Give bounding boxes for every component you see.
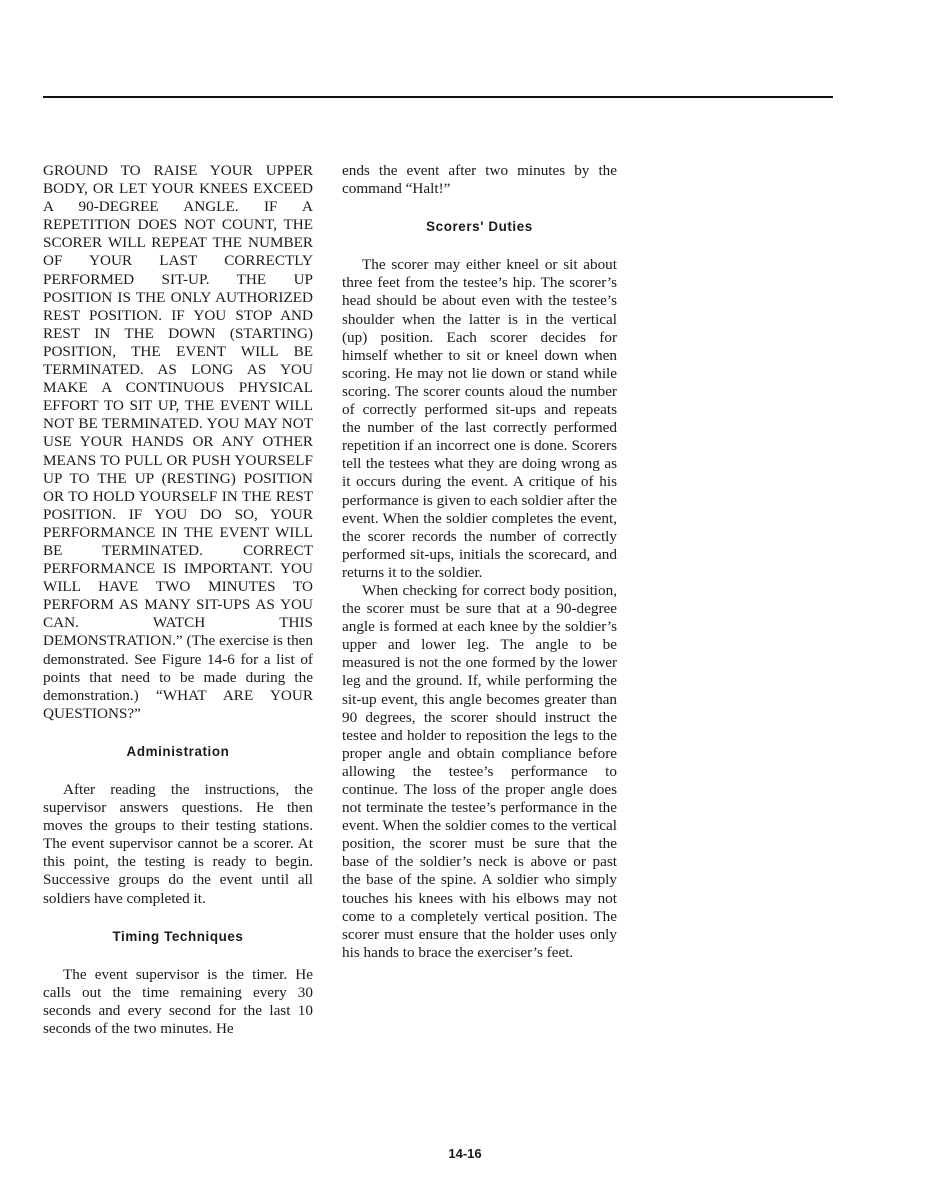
page-number: 14-16 bbox=[448, 1146, 482, 1161]
administration-heading: Administration bbox=[126, 743, 230, 759]
administration-paragraph: After reading the instructions, the supervisor answers questions. He then moves the groups to their testing stations. The event supervisor cannot be a scorer. At this point, the testing is ready to begin. Successive groups do the event until all soldiers have completed it. bbox=[43, 781, 313, 907]
timing-paragraph: The event supervisor is the timer. He calls out the time remaining every 30 seconds and every second for the last 10 seconds of the two minutes. He bbox=[43, 965, 313, 1038]
timing-heading: Timing Techniques bbox=[112, 928, 244, 944]
timing-continued: ends the event after two minutes by the command “Halt!” bbox=[342, 162, 617, 198]
scorers-duties-heading: Scorers' Duties bbox=[426, 219, 533, 235]
scorers-paragraph-1: The scorer may either kneel or sit about three feet from the testee’s hip. The scorer’s head should be about even with the testee’s shoulder when the latter is in the vertical (up) position. Each scorer decides for himself whether to sit or kneel down when scoring. He may not lie down or stand while scoring. The scorer counts aloud the number of correctly performed sit-ups and repeats the number of the last correctly performed repetition if an incorrect one is done. Scorers tell the testees what they are doing wrong as it occurs during the event. A critique of his performance is given to each soldier after the event. When the soldier completes the event, the scorer records the number of correctly performed sit-ups, initials the scorecard, and returns it to the soldier. bbox=[342, 256, 617, 581]
right-column bbox=[342, 162, 617, 962]
left-column bbox=[43, 162, 313, 1038]
header-rule bbox=[43, 96, 833, 98]
instructions-continued: GROUND TO RAISE YOUR UPPER BODY, OR LET YOUR KNEES EXCEED A 90-DEGREE ANGLE. IF A REPETITION DOES NOT COUNT, THE SCORER WILL REPEAT THE NUMBER OF YOUR LAST CORRECTLY PERFORMED SIT-UP. THE UP POSITION IS THE ONLY AUTHORIZED REST POSITION. IF YOU STOP AND REST IN THE DOWN (STARTING) POSITION, THE EVENT WILL BE TERMINATED. AS LONG AS YOU MAKE A CONTINUOUS PHYSICAL EFFORT TO SIT UP, THE EVENT WILL NOT BE TERMINATED. YOU MAY NOT USE YOUR HANDS OR ANY OTHER MEANS TO PULL OR PUSH YOURSELF UP TO THE UP (RESTING) POSITION OR TO HOLD YOURSELF IN THE REST POSITION. IF YOU DO SO, YOUR PERFORMANCE IN THE EVENT WILL BE TERMINATED. CORRECT PERFORMANCE IS IMPORTANT. YOU WILL HAVE TWO MINUTES TO PERFORM AS MANY SIT-UPS AS YOU CAN. WATCH THIS DEMONSTRATION.” (The exercise is then demonstrated. See Figure 14-6 for a list of points that need to be made during the demonstration.) “WHAT ARE YOUR QUESTIONS?” bbox=[43, 162, 313, 722]
scorers-paragraph-2: When checking for correct body position, the scorer must be sure that at a 90-degree angle is formed at each knee by the soldier’s upper and lower leg. The angle to be measured is not the one formed by the lower leg and the ground. If, while performing the sit-up event, this angle becomes greater than 90 degrees, the scorer should instruct the testee and holder to reposition the legs to the proper angle and obtain compliance before allowing the testee’s performance to continue. The loss of the proper angle does not terminate the testee’s performance in the event. When the soldier comes to the vertical position, the scorer must be sure that the base of the soldier’s neck is above or past the base of the spine. A soldier who simply touches his knees with his elbows may not come to a completely vertical position. The scorer must ensure that the holder uses only his hands to brace the exerciser’s feet. bbox=[342, 581, 617, 961]
